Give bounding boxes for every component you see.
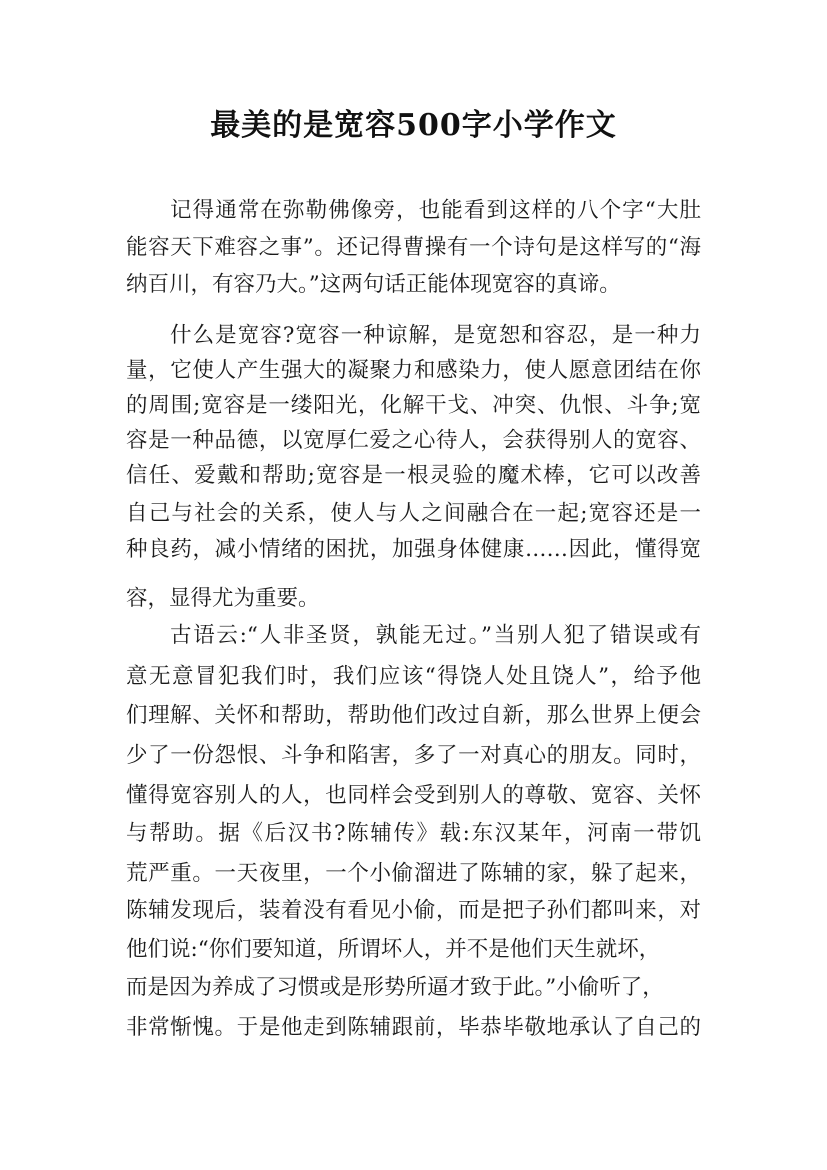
- text-line: 信任、爱戴和帮助;宽容是一根灵验的魔术棒，它可以改善: [126, 463, 701, 488]
- text-line: 量，它使人产生强大的凝聚力和感染力，使人愿意团结在你: [126, 358, 701, 383]
- text-line: 能容天下难容之事”。还记得曹操有一个诗句是这样写的“海: [126, 235, 701, 260]
- text-line: 什么是宽容?宽容一种谅解，是宽恕和容忍，是一种力: [170, 323, 701, 348]
- text-line: 陈辅发现后，装着没有看见小偷，而是把子孙们都叫来，对: [126, 898, 701, 923]
- text-line: 他们说:“你们要知道，所谓坏人，并不是他们天生就坏，: [126, 937, 661, 962]
- text-line: 的周围;宽容是一缕阳光，化解干戈、冲突、仇恨、斗争;宽: [126, 393, 701, 418]
- text-line: 少了一份怨恨、斗争和陷害，多了一对真心的朋友。同时，: [126, 743, 701, 768]
- text-line: 纳百川，有容乃大。”这两句话正能体现宽容的真谛。: [126, 272, 621, 297]
- text-line: 意无意冒犯我们时，我们应该“得饶人处且饶人”，给予他: [126, 664, 701, 689]
- document-title: 最美的是宽容500字小学作文: [210, 108, 617, 143]
- text-line: 懂得宽容别人的人，也同样会受到别人的尊敬、宽容、关怀: [126, 783, 701, 808]
- text-line: 古语云:“人非圣贤，孰能无过。”当别人犯了错误或有: [170, 623, 701, 648]
- text-line: 而是因为养成了习惯或是形势所逼才致于此。”小偷听了，: [126, 975, 664, 1000]
- text-line: 记得通常在弥勒佛像旁，也能看到这样的八个字“大肚: [170, 198, 701, 223]
- text-line: 与帮助。据《后汉书?陈辅传》载:东汉某年，河南一带饥: [126, 821, 701, 846]
- text-line: 容，显得尤为重要。: [126, 586, 320, 611]
- text-line: 种良药，减小情绪的困扰，加强身体健康……因此，懂得宽: [126, 537, 701, 562]
- text-line: 自己与社会的关系，使人与人之间融合在一起;宽容还是一: [126, 501, 701, 526]
- text-line: 们理解、关怀和帮助，帮助他们改过自新，那么世界上便会: [126, 703, 701, 728]
- text-line: 非常惭愧。于是他走到陈辅跟前，毕恭毕敬地承认了自己的: [126, 1015, 701, 1040]
- text-line: 荒严重。一天夜里，一个小偷溜进了陈辅的家，躲了起来，: [126, 861, 701, 886]
- text-line: 容是一种品德，以宽厚仁爱之心待人，会获得别人的宽容、: [126, 428, 701, 453]
